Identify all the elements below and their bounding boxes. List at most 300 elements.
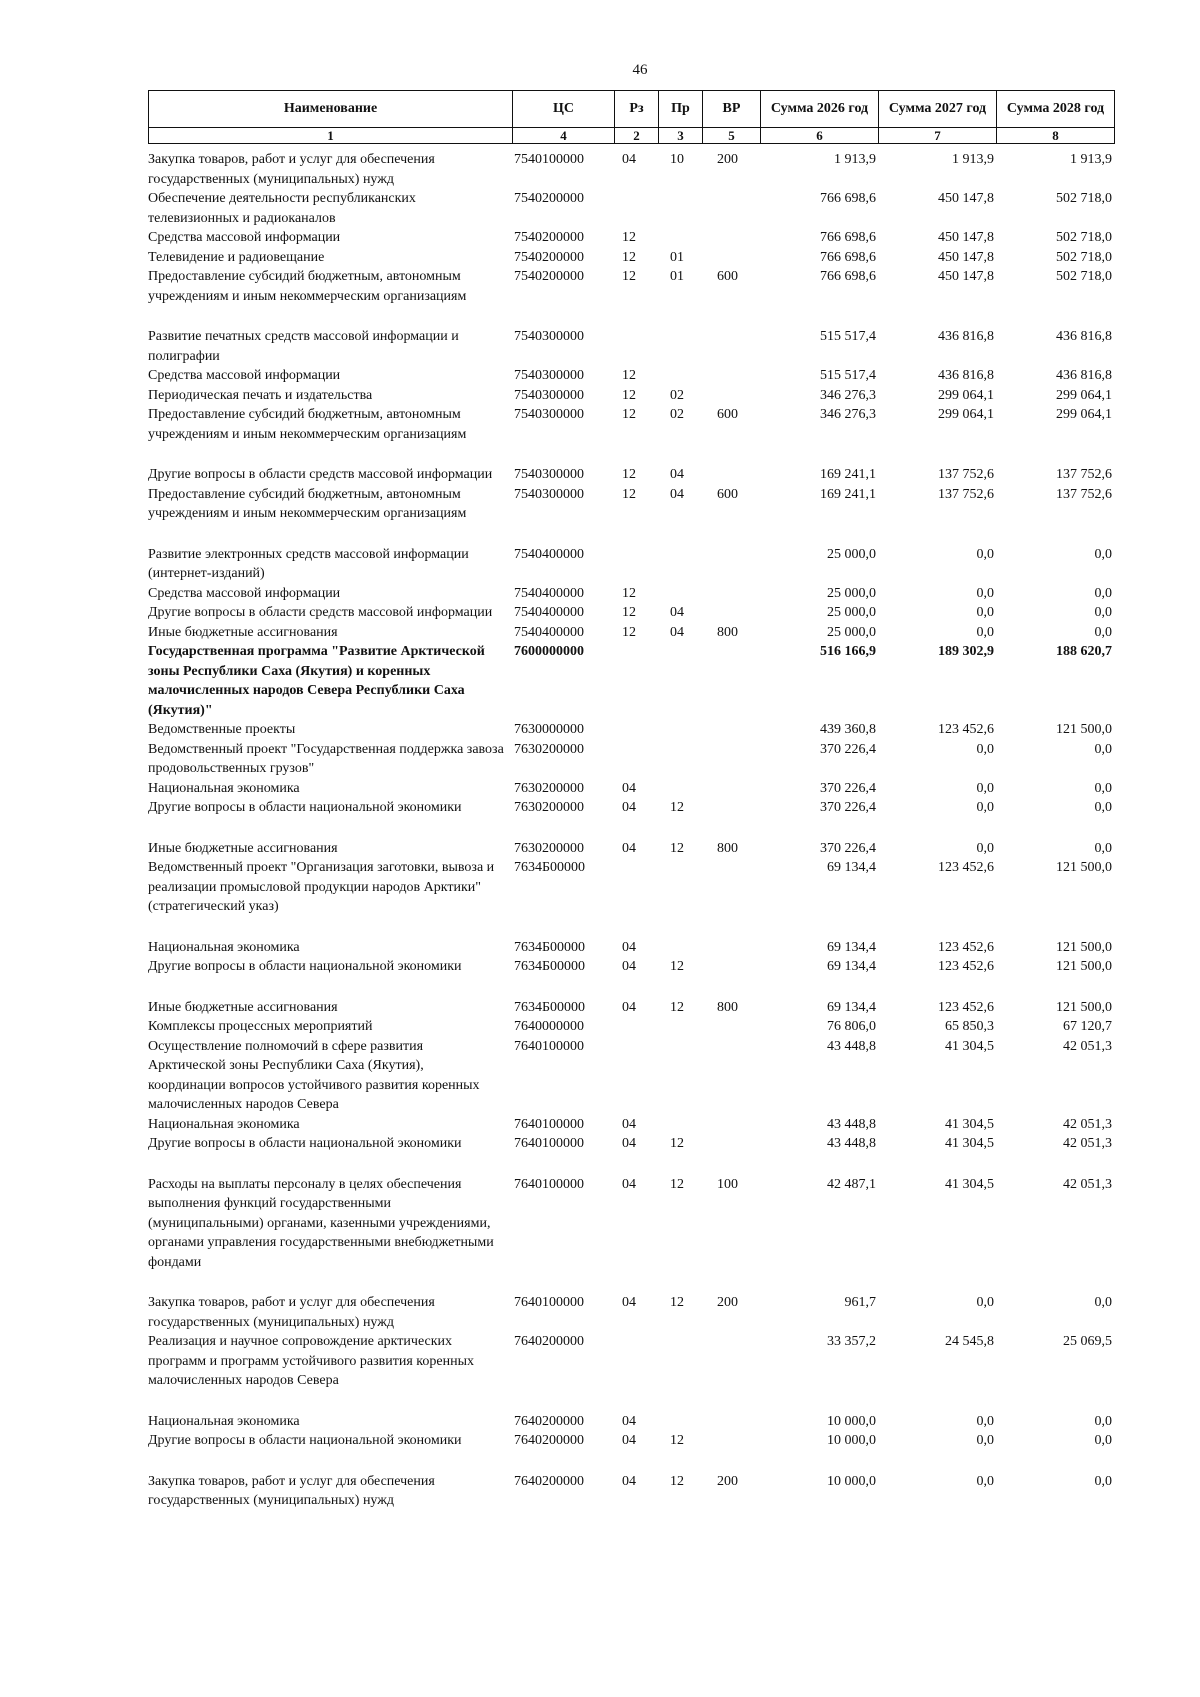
row-vr-code xyxy=(702,798,760,839)
row-cs-code: 7634Б00000 xyxy=(514,860,586,875)
row-sum-2026: 43 448,8 xyxy=(827,1136,876,1151)
row-rz-code: 04 xyxy=(622,840,636,856)
row-pr-code xyxy=(658,938,702,958)
row-pr-code: 04 xyxy=(670,624,684,640)
row-cs-code: 7640100000 xyxy=(514,1176,584,1192)
row-rz-code: 04 xyxy=(622,1433,636,1448)
row-sum-2028: 121 500,0 xyxy=(1056,939,1112,955)
row-vr-code xyxy=(702,642,760,720)
row-sum-2028: 137 752,6 xyxy=(1056,486,1112,502)
table-row xyxy=(148,603,1114,623)
table-row xyxy=(148,1431,1114,1472)
table-row xyxy=(148,938,1114,958)
row-sum-2028: 299 064,1 xyxy=(1056,407,1112,422)
row-name: Расходы на выплаты персоналу в целях обеспечения выполнения функций государственными (муниципальными) органами, казенными учреждениями, органами управления государственными внебюджетными фондами xyxy=(148,1176,494,1270)
row-sum-2026: 69 134,4 xyxy=(827,939,876,955)
row-name: Закупка товаров, работ и услуг для обеспечения государственных (муниципальных) нужд xyxy=(148,152,435,187)
table-row xyxy=(148,998,1114,1018)
row-vr-code xyxy=(702,327,760,366)
row-sum-2027: 0,0 xyxy=(976,624,994,640)
row-rz-code: 04 xyxy=(622,1136,636,1151)
row-sum-2027: 0,0 xyxy=(976,605,994,620)
row-pr-code xyxy=(658,1037,702,1115)
table-row xyxy=(148,798,1114,839)
row-pr-code xyxy=(658,327,702,366)
row-vr-code xyxy=(702,1017,760,1037)
header-rz: Рз xyxy=(615,91,659,128)
row-cs-code: 7634Б00000 xyxy=(514,939,586,955)
row-rz-code: 12 xyxy=(622,585,636,601)
row-cs-code: 7640100000 xyxy=(514,1038,584,1054)
row-sum-2027: 0,0 xyxy=(976,741,994,757)
row-vr-code xyxy=(702,189,760,228)
row-name: Другие вопросы в области национальной экономики xyxy=(148,1433,462,1448)
row-sum-2027: 0,0 xyxy=(976,800,994,815)
row-cs-code: 7640200000 xyxy=(514,1413,584,1429)
row-cs-code: 7640200000 xyxy=(514,1334,584,1349)
header-sum-2026: Сумма 2026 год xyxy=(761,91,879,128)
row-sum-2027: 123 452,6 xyxy=(938,939,994,955)
row-rz-code: 04 xyxy=(622,780,636,796)
row-sum-2028: 0,0 xyxy=(1094,624,1112,640)
row-rz-code: 12 xyxy=(622,605,636,620)
table-row xyxy=(148,405,1114,465)
row-sum-2027: 0,0 xyxy=(976,1433,994,1448)
row-vr-code xyxy=(702,720,760,740)
row-pr-code xyxy=(658,1332,702,1412)
row-sum-2028: 42 051,3 xyxy=(1063,1038,1112,1054)
row-sum-2028: 121 500,0 xyxy=(1056,722,1112,737)
row-rz-code xyxy=(614,720,658,740)
row-sum-2026: 10 000,0 xyxy=(827,1433,876,1448)
row-sum-2026: 43 448,8 xyxy=(827,1038,876,1054)
row-cs-code: 7634Б00000 xyxy=(514,959,586,974)
table-row xyxy=(148,623,1114,643)
row-vr-code xyxy=(702,386,760,406)
row-cs-code: 7540300000 xyxy=(514,387,584,403)
column-number: 6 xyxy=(761,128,879,144)
header-name: Наименование xyxy=(149,91,513,128)
table-row xyxy=(148,366,1114,386)
row-cs-code: 7540300000 xyxy=(514,329,584,344)
row-vr-code xyxy=(702,584,760,604)
row-sum-2028: 1 913,9 xyxy=(1070,152,1112,167)
row-sum-2027: 41 304,5 xyxy=(945,1136,994,1151)
row-name: Средства массовой информации xyxy=(148,368,341,383)
row-sum-2026: 766 698,6 xyxy=(820,191,876,206)
row-name: Государственная программа "Развитие Арктической зоны Республики Саха (Якутия) и коренных малочисленных народов Севера Республики Саха (Якутия)" xyxy=(148,644,485,718)
row-sum-2026: 370 226,4 xyxy=(820,741,876,757)
row-vr-code: 800 xyxy=(717,840,738,856)
row-cs-code: 7540200000 xyxy=(514,249,584,265)
row-sum-2026: 10 000,0 xyxy=(827,1473,876,1489)
row-sum-2028: 0,0 xyxy=(1094,546,1112,562)
budget-table xyxy=(148,150,1114,1511)
column-number: 8 xyxy=(997,128,1115,144)
row-rz-code xyxy=(614,1332,658,1412)
row-rz-code: 12 xyxy=(622,387,636,403)
row-cs-code: 7640100000 xyxy=(514,1136,584,1151)
table-header xyxy=(148,90,1115,144)
row-sum-2026: 25 000,0 xyxy=(827,605,876,620)
row-sum-2027: 450 147,8 xyxy=(938,191,994,206)
row-name: Другие вопросы в области национальной экономики xyxy=(148,1136,462,1151)
row-vr-code: 100 xyxy=(717,1176,738,1192)
row-sum-2027: 1 913,9 xyxy=(952,152,994,167)
row-pr-code xyxy=(658,720,702,740)
row-sum-2026: 439 360,8 xyxy=(820,722,876,737)
row-sum-2026: 169 241,1 xyxy=(820,486,876,502)
row-name: Развитие печатных средств массовой информации и полиграфии xyxy=(148,329,459,364)
row-pr-code: 12 xyxy=(670,959,684,974)
row-name: Ведомственный проект "Организация заготовки, вывоза и реализации промысловой продукции народов Арктики" (стратегический указ) xyxy=(148,860,495,914)
table-row xyxy=(148,1017,1114,1037)
row-name: Средства массовой информации xyxy=(148,230,341,245)
row-vr-code xyxy=(702,957,760,998)
row-sum-2026: 766 698,6 xyxy=(820,249,876,265)
row-sum-2028: 137 752,6 xyxy=(1056,467,1112,482)
row-pr-code: 12 xyxy=(670,1136,684,1151)
row-sum-2026: 69 134,4 xyxy=(827,860,876,875)
table-row xyxy=(148,1175,1114,1294)
row-sum-2027: 0,0 xyxy=(976,1295,994,1310)
row-sum-2027: 41 304,5 xyxy=(945,1038,994,1054)
row-vr-code xyxy=(702,1134,760,1175)
row-vr-code: 800 xyxy=(717,624,738,640)
row-rz-code: 12 xyxy=(622,407,636,422)
row-sum-2027: 299 064,1 xyxy=(938,407,994,422)
row-name: Другие вопросы в области национальной экономики xyxy=(148,800,462,815)
row-name: Иные бюджетные ассигнования xyxy=(148,624,338,640)
row-cs-code: 7540200000 xyxy=(514,191,584,206)
row-sum-2026: 42 487,1 xyxy=(827,1176,876,1192)
row-sum-2027: 123 452,6 xyxy=(938,860,994,875)
row-sum-2028: 42 051,3 xyxy=(1063,1116,1112,1132)
row-sum-2028: 67 120,7 xyxy=(1063,1019,1112,1034)
row-rz-code xyxy=(614,740,658,779)
row-name: Развитие электронных средств массовой информации (интернет-изданий) xyxy=(148,546,469,581)
table-row xyxy=(148,957,1114,998)
row-vr-code: 800 xyxy=(717,999,738,1015)
header-sum-2028: Сумма 2028 год xyxy=(997,91,1115,128)
table-row xyxy=(148,720,1114,740)
row-sum-2028: 0,0 xyxy=(1094,605,1112,620)
row-sum-2027: 0,0 xyxy=(976,840,994,856)
row-sum-2028: 0,0 xyxy=(1094,840,1112,856)
row-vr-code xyxy=(702,248,760,268)
row-pr-code: 12 xyxy=(670,800,684,815)
row-sum-2028: 42 051,3 xyxy=(1063,1136,1112,1151)
row-name: Закупка товаров, работ и услуг для обеспечения государственных (муниципальных) нужд xyxy=(148,1295,435,1330)
row-vr-code xyxy=(702,366,760,386)
row-pr-code xyxy=(658,1115,702,1135)
row-sum-2028: 121 500,0 xyxy=(1056,959,1112,974)
row-vr-code xyxy=(702,1412,760,1432)
table-row xyxy=(148,267,1114,327)
row-sum-2026: 515 517,4 xyxy=(820,329,876,344)
row-cs-code: 7540300000 xyxy=(514,368,584,383)
row-vr-code xyxy=(702,465,760,485)
row-pr-code: 12 xyxy=(670,1295,684,1310)
row-cs-code: 7540300000 xyxy=(514,486,584,502)
row-rz-code xyxy=(614,189,658,228)
row-rz-code: 04 xyxy=(622,1413,636,1429)
row-sum-2026: 10 000,0 xyxy=(827,1413,876,1429)
table-row xyxy=(148,1293,1114,1332)
row-sum-2026: 43 448,8 xyxy=(827,1116,876,1132)
row-sum-2027: 137 752,6 xyxy=(938,486,994,502)
row-sum-2026: 25 000,0 xyxy=(827,546,876,562)
row-sum-2027: 0,0 xyxy=(976,546,994,562)
row-rz-code: 12 xyxy=(622,230,636,245)
row-name: Другие вопросы в области национальной экономики xyxy=(148,959,462,974)
row-rz-code: 04 xyxy=(622,959,636,974)
row-vr-code xyxy=(702,1431,760,1472)
row-rz-code xyxy=(614,327,658,366)
row-name: Комплексы процессных мероприятий xyxy=(148,1019,373,1034)
row-cs-code: 7630200000 xyxy=(514,840,584,856)
row-cs-code: 7640200000 xyxy=(514,1473,584,1489)
header-cs: ЦС xyxy=(513,91,615,128)
row-name: Национальная экономика xyxy=(148,939,300,955)
table-row xyxy=(148,248,1114,268)
row-vr-code xyxy=(702,1115,760,1135)
row-vr-code xyxy=(702,228,760,248)
row-vr-code xyxy=(702,779,760,799)
row-rz-code: 12 xyxy=(622,467,636,482)
row-name: Предоставление субсидий бюджетным, автономным учреждениям и иным некоммерческим организациям xyxy=(148,269,467,304)
row-cs-code: 7540300000 xyxy=(514,407,584,422)
table-row xyxy=(148,386,1114,406)
row-sum-2026: 25 000,0 xyxy=(827,585,876,601)
row-cs-code: 7540400000 xyxy=(514,585,584,601)
table-row xyxy=(148,584,1114,604)
row-pr-code: 04 xyxy=(670,605,684,620)
column-number: 3 xyxy=(659,128,703,144)
row-name: Реализация и научное сопровождение арктических программ и программ устойчивого развития коренных малочисленных народов Севера xyxy=(148,1334,474,1388)
column-number: 4 xyxy=(513,128,615,144)
row-vr-code: 600 xyxy=(717,269,738,284)
row-cs-code: 7640100000 xyxy=(514,1295,584,1310)
row-sum-2027: 0,0 xyxy=(976,780,994,796)
table-row xyxy=(148,1115,1114,1135)
row-pr-code: 02 xyxy=(670,407,684,422)
row-sum-2027: 0,0 xyxy=(976,1473,994,1489)
row-sum-2026: 961,7 xyxy=(844,1295,876,1310)
row-vr-code xyxy=(702,858,760,938)
row-vr-code: 200 xyxy=(717,1295,738,1310)
row-name: Телевидение и радиовещание xyxy=(148,249,325,265)
row-pr-code xyxy=(658,779,702,799)
row-name: Предоставление субсидий бюджетным, автономным учреждениям и иным некоммерческим организациям xyxy=(148,486,467,521)
row-pr-code xyxy=(658,642,702,720)
table-row xyxy=(148,1472,1114,1511)
row-sum-2026: 370 226,4 xyxy=(820,780,876,796)
row-name: Иные бюджетные ассигнования xyxy=(148,840,338,856)
row-sum-2026: 1 913,9 xyxy=(834,152,876,167)
table-row xyxy=(148,858,1114,938)
row-sum-2027: 41 304,5 xyxy=(945,1176,994,1192)
row-rz-code: 12 xyxy=(622,368,636,383)
row-sum-2026: 515 517,4 xyxy=(820,368,876,383)
row-sum-2026: 169 241,1 xyxy=(820,467,876,482)
row-vr-code xyxy=(702,1037,760,1115)
row-cs-code: 7540100000 xyxy=(514,152,584,167)
row-vr-code: 200 xyxy=(717,152,738,167)
column-number: 1 xyxy=(149,128,513,144)
row-cs-code: 7540400000 xyxy=(514,546,584,562)
row-sum-2026: 516 166,9 xyxy=(820,644,876,659)
row-sum-2028: 25 069,5 xyxy=(1063,1334,1112,1349)
row-pr-code xyxy=(658,228,702,248)
header-sum-2027: Сумма 2027 год xyxy=(879,91,997,128)
table-row xyxy=(148,189,1114,228)
row-sum-2028: 436 816,8 xyxy=(1056,368,1112,383)
row-cs-code: 7634Б00000 xyxy=(514,999,586,1015)
row-rz-code: 12 xyxy=(622,249,636,265)
row-pr-code: 12 xyxy=(670,1176,684,1192)
row-rz-code: 04 xyxy=(622,1176,636,1192)
page-number: 46 xyxy=(632,62,648,78)
column-number: 5 xyxy=(703,128,761,144)
row-pr-code xyxy=(658,1017,702,1037)
row-sum-2026: 370 226,4 xyxy=(820,840,876,856)
row-sum-2027: 123 452,6 xyxy=(938,999,994,1015)
row-rz-code: 04 xyxy=(622,999,636,1015)
row-name: Ведомственные проекты xyxy=(148,722,296,737)
row-sum-2026: 346 276,3 xyxy=(820,407,876,422)
table-row xyxy=(148,1134,1114,1175)
row-pr-code: 04 xyxy=(670,467,684,482)
row-sum-2026: 25 000,0 xyxy=(827,624,876,640)
row-sum-2028: 502 718,0 xyxy=(1056,249,1112,265)
row-pr-code xyxy=(658,584,702,604)
row-sum-2026: 69 134,4 xyxy=(827,959,876,974)
column-number: 2 xyxy=(615,128,659,144)
row-sum-2027: 137 752,6 xyxy=(938,467,994,482)
header-pr: Пр xyxy=(659,91,703,128)
row-name: Иные бюджетные ассигнования xyxy=(148,999,338,1015)
row-sum-2028: 0,0 xyxy=(1094,1473,1112,1489)
row-vr-code: 600 xyxy=(717,407,738,422)
row-pr-code xyxy=(658,858,702,938)
row-cs-code: 7540200000 xyxy=(514,230,584,245)
row-name: Средства массовой информации xyxy=(148,585,341,601)
row-vr-code xyxy=(702,1332,760,1412)
table-row xyxy=(148,839,1114,859)
row-sum-2026: 69 134,4 xyxy=(827,999,876,1015)
row-sum-2026: 370 226,4 xyxy=(820,800,876,815)
row-sum-2027: 299 064,1 xyxy=(938,387,994,403)
row-sum-2027: 189 302,9 xyxy=(938,644,994,659)
row-rz-code: 12 xyxy=(622,486,636,502)
row-pr-code: 12 xyxy=(670,840,684,856)
table-row xyxy=(148,1037,1114,1115)
row-sum-2028: 0,0 xyxy=(1094,741,1112,757)
row-rz-code: 04 xyxy=(622,152,636,167)
row-cs-code: 7640000000 xyxy=(514,1019,584,1034)
table-row xyxy=(148,1412,1114,1432)
row-rz-code: 04 xyxy=(622,1116,636,1132)
row-sum-2027: 436 816,8 xyxy=(938,368,994,383)
row-sum-2028: 0,0 xyxy=(1094,1295,1112,1310)
row-sum-2027: 436 816,8 xyxy=(938,329,994,344)
row-sum-2028: 0,0 xyxy=(1094,1413,1112,1429)
row-pr-code: 12 xyxy=(670,999,684,1015)
row-name: Другие вопросы в области средств массовой информации xyxy=(148,605,493,620)
row-cs-code: 7540300000 xyxy=(514,467,584,482)
row-sum-2026: 346 276,3 xyxy=(820,387,876,403)
row-rz-code xyxy=(614,1017,658,1037)
row-rz-code xyxy=(614,858,658,938)
row-name: Обеспечение деятельности республиканских телевизионных и радиоканалов xyxy=(148,191,416,226)
row-pr-code xyxy=(658,545,702,584)
row-cs-code: 7600000000 xyxy=(514,644,584,659)
row-cs-code: 7540200000 xyxy=(514,269,584,284)
row-pr-code: 02 xyxy=(670,387,684,403)
row-rz-code: 12 xyxy=(622,624,636,640)
row-rz-code: 04 xyxy=(622,1295,636,1310)
row-rz-code: 04 xyxy=(622,939,636,955)
column-number: 7 xyxy=(879,128,997,144)
table-row xyxy=(148,150,1114,189)
table-row xyxy=(148,740,1114,779)
row-name: Другие вопросы в области средств массовой информации xyxy=(148,467,493,482)
row-sum-2028: 121 500,0 xyxy=(1056,999,1112,1015)
row-vr-code xyxy=(702,938,760,958)
row-cs-code: 7630200000 xyxy=(514,780,584,796)
row-rz-code xyxy=(614,1037,658,1115)
row-sum-2028: 502 718,0 xyxy=(1056,191,1112,206)
table-row xyxy=(148,642,1114,720)
row-sum-2027: 24 545,8 xyxy=(945,1334,994,1349)
table-row xyxy=(148,779,1114,799)
row-pr-code xyxy=(658,1412,702,1432)
table-row xyxy=(148,1332,1114,1412)
row-rz-code: 04 xyxy=(622,1473,636,1489)
row-name: Предоставление субсидий бюджетным, автономным учреждениям и иным некоммерческим организациям xyxy=(148,407,467,442)
row-rz-code: 12 xyxy=(622,269,636,284)
row-name: Периодическая печать и издательства xyxy=(148,387,373,403)
row-sum-2027: 123 452,6 xyxy=(938,722,994,737)
table-body xyxy=(148,150,1114,1511)
row-sum-2026: 76 806,0 xyxy=(827,1019,876,1034)
row-cs-code: 7640200000 xyxy=(514,1433,584,1448)
row-name: Национальная экономика xyxy=(148,1116,300,1132)
row-sum-2028: 502 718,0 xyxy=(1056,230,1112,245)
row-sum-2027: 0,0 xyxy=(976,1413,994,1429)
row-cs-code: 7630200000 xyxy=(514,741,584,757)
row-rz-code xyxy=(614,642,658,720)
header-vr: ВР xyxy=(703,91,761,128)
table-row xyxy=(148,327,1114,366)
row-cs-code: 7540400000 xyxy=(514,605,584,620)
row-name: Осуществление полномочий в сфере развития Арктической зоны Республики Саха (Якутия), координации вопросов устойчивого развития коренных малочисленных народов Севера xyxy=(148,1038,480,1112)
table-row xyxy=(148,228,1114,248)
row-rz-code: 04 xyxy=(622,800,636,815)
row-name: Национальная экономика xyxy=(148,1413,300,1429)
row-sum-2027: 450 147,8 xyxy=(938,269,994,284)
row-pr-code: 10 xyxy=(670,152,684,167)
row-sum-2028: 436 816,8 xyxy=(1056,329,1112,344)
row-sum-2027: 450 147,8 xyxy=(938,230,994,245)
row-rz-code xyxy=(614,545,658,584)
row-vr-code xyxy=(702,603,760,623)
row-pr-code: 01 xyxy=(670,269,684,284)
row-sum-2028: 299 064,1 xyxy=(1056,387,1112,403)
row-sum-2028: 42 051,3 xyxy=(1063,1176,1112,1192)
row-pr-code: 04 xyxy=(670,486,684,502)
